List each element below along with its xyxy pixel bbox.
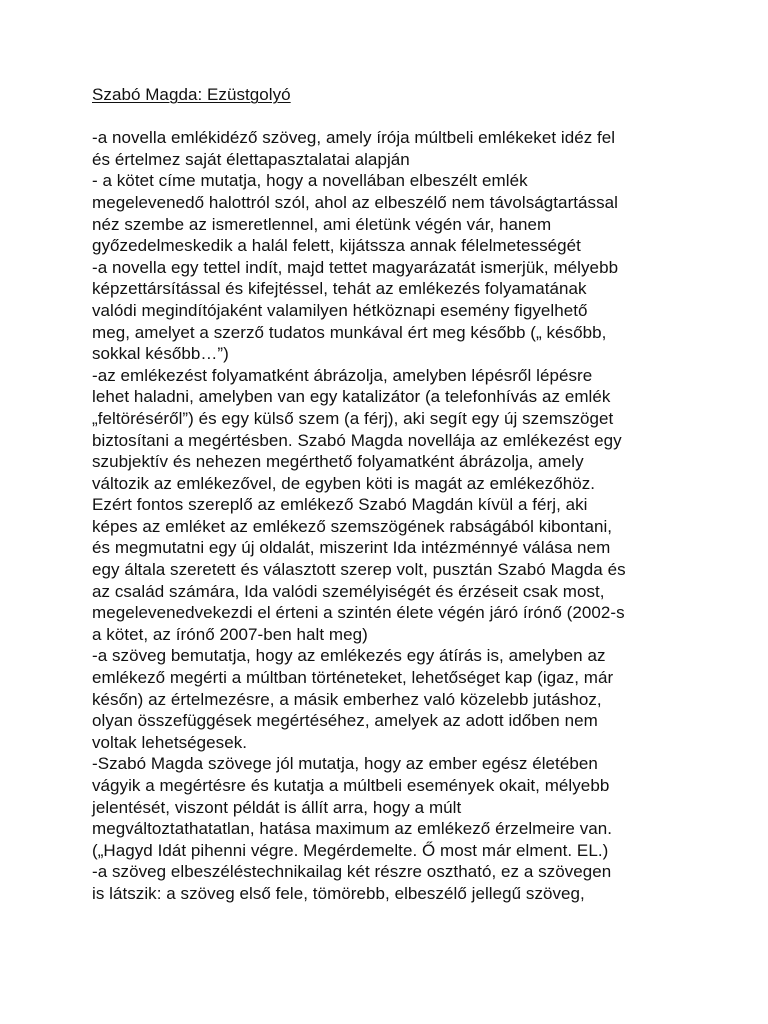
document-page [92,84,692,905]
text-line: a kötet, az írónő 2007-ben halt meg) [92,624,368,644]
text-line: biztosítani a megértésben. Szabó Magda novellája az emlékezést egy [92,430,622,450]
text-line: -az emlékezést folyamatként ábrázolja, amelyben lépésről lépésre [92,365,593,385]
text-line: jelentését, viszont példát is állít arra, hogy a múlt [92,797,462,817]
text-line: győzedelmeskedik a halál felett, kijátssza annak félelmetességét [92,236,581,256]
text-line: lehet haladni, amelyben van egy katalizátor (a telefonhívás az emlék [92,387,611,407]
text-line: megelevenedő halottról szól, ahol az elbeszélő nem távolságtartással [92,192,618,212]
text-line: Ezért fontos szereplő az emlékező Szabó Magdán kívül a férj, aki [92,495,588,515]
text-line: sokkal később…”) [92,344,229,364]
text-line: képzettársítással és kifejtéssel, tehát az emlékezés folyamatának [92,279,587,299]
text-line: olyan összefüggések megértéséhez, amelyek az adott időben nem [92,711,598,731]
text-line: szubjektív és nehezen megérthető folyamatként ábrázolja, amely [92,452,584,472]
text-line: -Szabó Magda szövege jól mutatja, hogy az ember egész életében [92,754,598,774]
text-line: -a szöveg elbeszéléstechnikailag két részre osztható, ez a szövegen [92,862,612,882]
document-title: Szabó Magda: Ezüstgolyó [92,85,291,104]
text-line: megelevenedvekezdi el érteni a szintén élete végén járó írónő (2002-s [92,603,625,623]
text-line: képes az emléket az emlékező szemszögének rabságából kibontani, [92,516,613,536]
text-line: egy általa szeretett és választott szerep volt, pusztán Szabó Magda és [92,560,626,580]
text-line: vágyik a megértésre és kutatja a múltbeli események okait, mélyebb [92,776,610,795]
text-line: az család számára, Ida valódi személyiségét és érzéseit csak most, [92,581,605,601]
document-body [92,127,692,904]
text-line: és értelmez saját élettapasztalatai alapján [92,149,410,169]
blank-line [92,106,692,128]
text-line: néz szembe az ismeretlennel, ami életünk végén vár, hanem [92,214,552,234]
text-line: „feltöréséről”) és egy külső szem (a férj), aki segít egy új szemszöget [92,408,614,428]
text-line: („Hagyd Idát pihenni végre. Megérdemelte. Ő most már elment. EL.) [92,840,609,860]
text-line: -a novella egy tettel indít, majd tettet magyarázatát ismerjük, mélyebb [92,257,619,277]
text-line: -a novella emlékidéző szöveg, amely írója múltbeli emlékeket idéz fel [92,128,616,148]
text-line: - a kötet címe mutatja, hogy a novellában elbeszélt emlék [92,171,528,191]
text-line: emlékező megérti a múltban történeteket, lehetőséget kap (igaz, már [92,668,614,688]
text-line: valódi megindítójaként valamilyen hétköznapi esemény figyelhető [92,300,588,320]
text-line: és megmutatni egy új oldalát, miszerint Ida intézménnyé válása nem [92,538,611,558]
text-line: későn) az értelmezésre, a másik emberhez való közelebb jutáshoz, [92,689,602,709]
text-line: megváltoztathatatlan, hatása maximum az emlékező érzelmeire van. [92,819,613,839]
text-line: meg, amelyet a szerző tudatos munkával ért meg később („ később, [92,322,607,342]
text-line: is látszik: a szöveg első fele, tömörebb, elbeszélő jellegű szöveg, [92,883,585,903]
text-line: -a szöveg bemutatja, hogy az emlékezés egy átírás is, amelyben az [92,646,606,666]
text-line: voltak lehetségesek. [92,732,248,752]
text-line: változik az emlékezővel, de egyben köti is magát az emlékezőhöz. [92,473,596,493]
